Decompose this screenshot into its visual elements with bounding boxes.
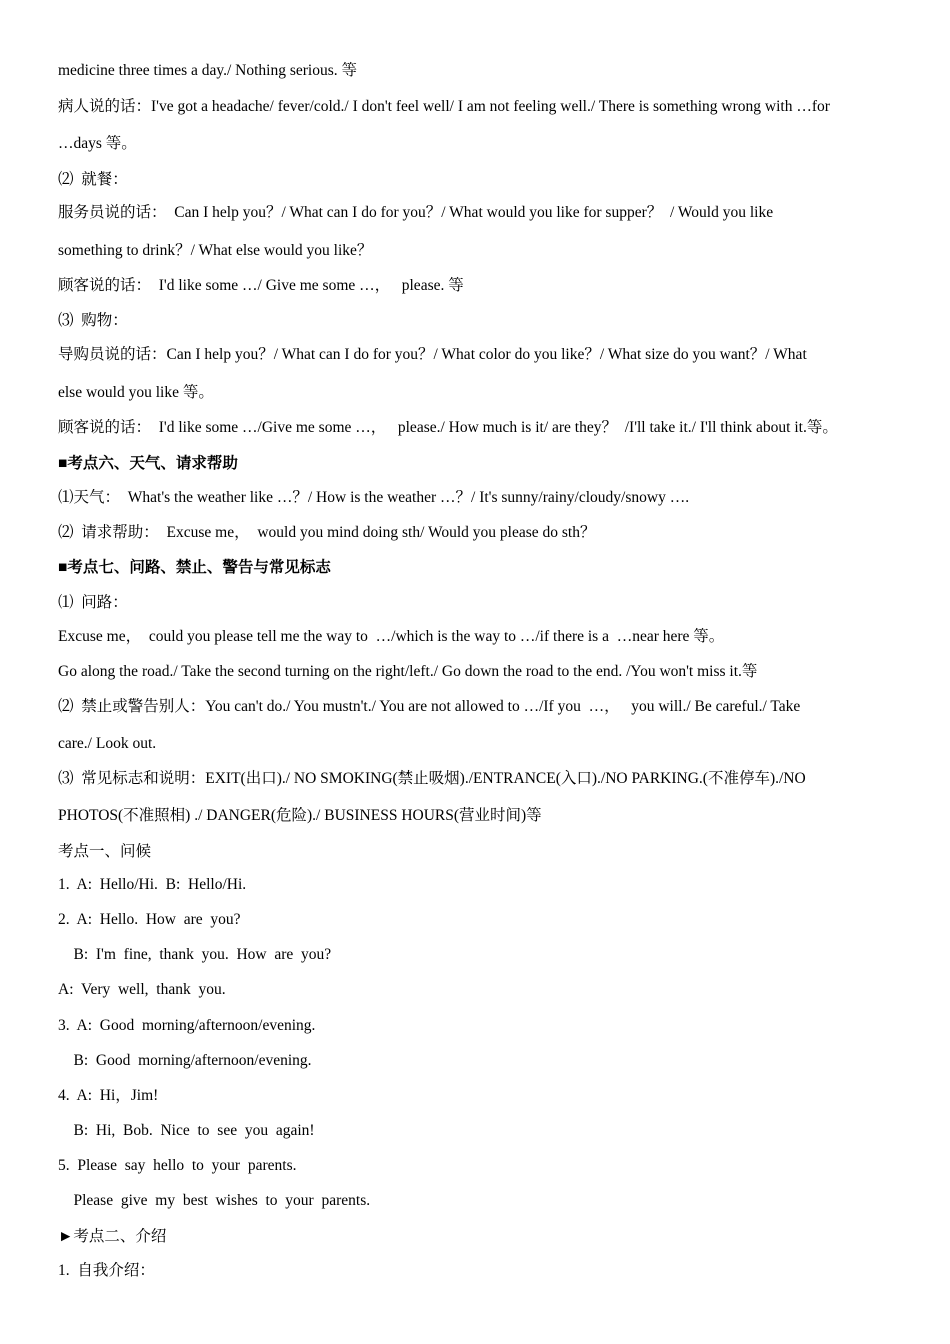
text-line: ⑶ 常见标志和说明：EXIT(出口)./ NO SMOKING(禁止吸烟)./ENTRANCE(入口)./NO PARKING.(不准停车)./NO xyxy=(58,770,806,787)
text-line: 顾客说的话： I'd like some …/Give me some …， please./ How much is it/ are they？ /I'll take it./ I'll think about it.等。 xyxy=(58,419,838,436)
dialogue-line: Please give my best wishes to your parents. xyxy=(58,1192,371,1209)
dialogue-line: 5. Please say hello to your parents. xyxy=(58,1157,297,1174)
text-line: ⑴天气： What's the weather like …？/ How is the weather …？/ It's sunny/rainy/cloudy/snowy …. xyxy=(58,489,690,506)
text-line: …days 等。 xyxy=(58,135,137,152)
dialogue-line: 3. A: Good morning/afternoon/evening. xyxy=(58,1017,316,1034)
text-line: something to drink？/ What else would you like？ xyxy=(58,242,373,259)
text-line: else would you like 等。 xyxy=(58,384,214,401)
section-heading: ►考点二、介绍 xyxy=(58,1228,167,1245)
text-line: ⑵ 禁止或警告别人：You can't do./ You mustn't./ You are not allowed to …/If you …， you will./ Be careful./ Take xyxy=(58,698,801,715)
dialogue-line: 4. A: Hi，Jim! xyxy=(58,1087,159,1104)
text-line: care./ Look out. xyxy=(58,735,157,752)
text-line: PHOTOS(不准照相) ./ DANGER(危险)./ BUSINESS HOURS(营业时间)等 xyxy=(58,807,542,824)
list-heading: 1. 自我介绍： xyxy=(58,1262,155,1279)
dialogue-line: A: Very well, thank you. xyxy=(58,981,226,998)
dialogue-line: B: I'm fine, thank you. How are you? xyxy=(58,946,332,963)
text-line: 病人说的话：I've got a headache/ fever/cold./ I don't feel well/ I am not feeling well./ There is something wrong with …for xyxy=(58,98,830,115)
dialogue-line: B: Good morning/afternoon/evening. xyxy=(58,1052,312,1069)
text-line: Go along the road./ Take the second turning on the right/left./ Go down the road to the end. /You won't miss it.等 xyxy=(58,663,758,680)
list-heading: ⑵ 就餐： xyxy=(58,171,128,188)
text-line: Excuse me， could you please tell me the way to …/which is the way to …/if there is a …near here 等。 xyxy=(58,628,725,645)
text-line: medicine three times a day./ Nothing serious. 等 xyxy=(58,62,358,79)
list-heading: ⑶ 购物： xyxy=(58,312,128,329)
dialogue-line: B: Hi, Bob. Nice to see you again! xyxy=(58,1122,315,1139)
text-line: 服务员说的话： Can I help you？/ What can I do for you？/ What would you like for supper？ / Would you like xyxy=(58,204,774,221)
section-heading: ■考点六、天气、请求帮助 xyxy=(58,455,238,472)
list-heading: ⑴ 问路： xyxy=(58,594,128,611)
dialogue-line: 1. A: Hello/Hi. B: Hello/Hi. xyxy=(58,876,247,893)
section-heading: ■考点七、问路、禁止、警告与常见标志 xyxy=(58,559,331,576)
text-line: ⑵ 请求帮助： Excuse me， would you mind doing sth/ Would you please do sth？ xyxy=(58,524,596,541)
dialogue-line: 2. A: Hello. How are you? xyxy=(58,911,241,928)
text-line: 导购员说的话：Can I help you？/ What can I do for you？/ What color do you like？/ What size do you want？/ What xyxy=(58,346,807,363)
text-line: 顾客说的话： I'd like some …/ Give me some …， please. 等 xyxy=(58,277,464,294)
section-heading: 考点一、问候 xyxy=(58,843,152,860)
